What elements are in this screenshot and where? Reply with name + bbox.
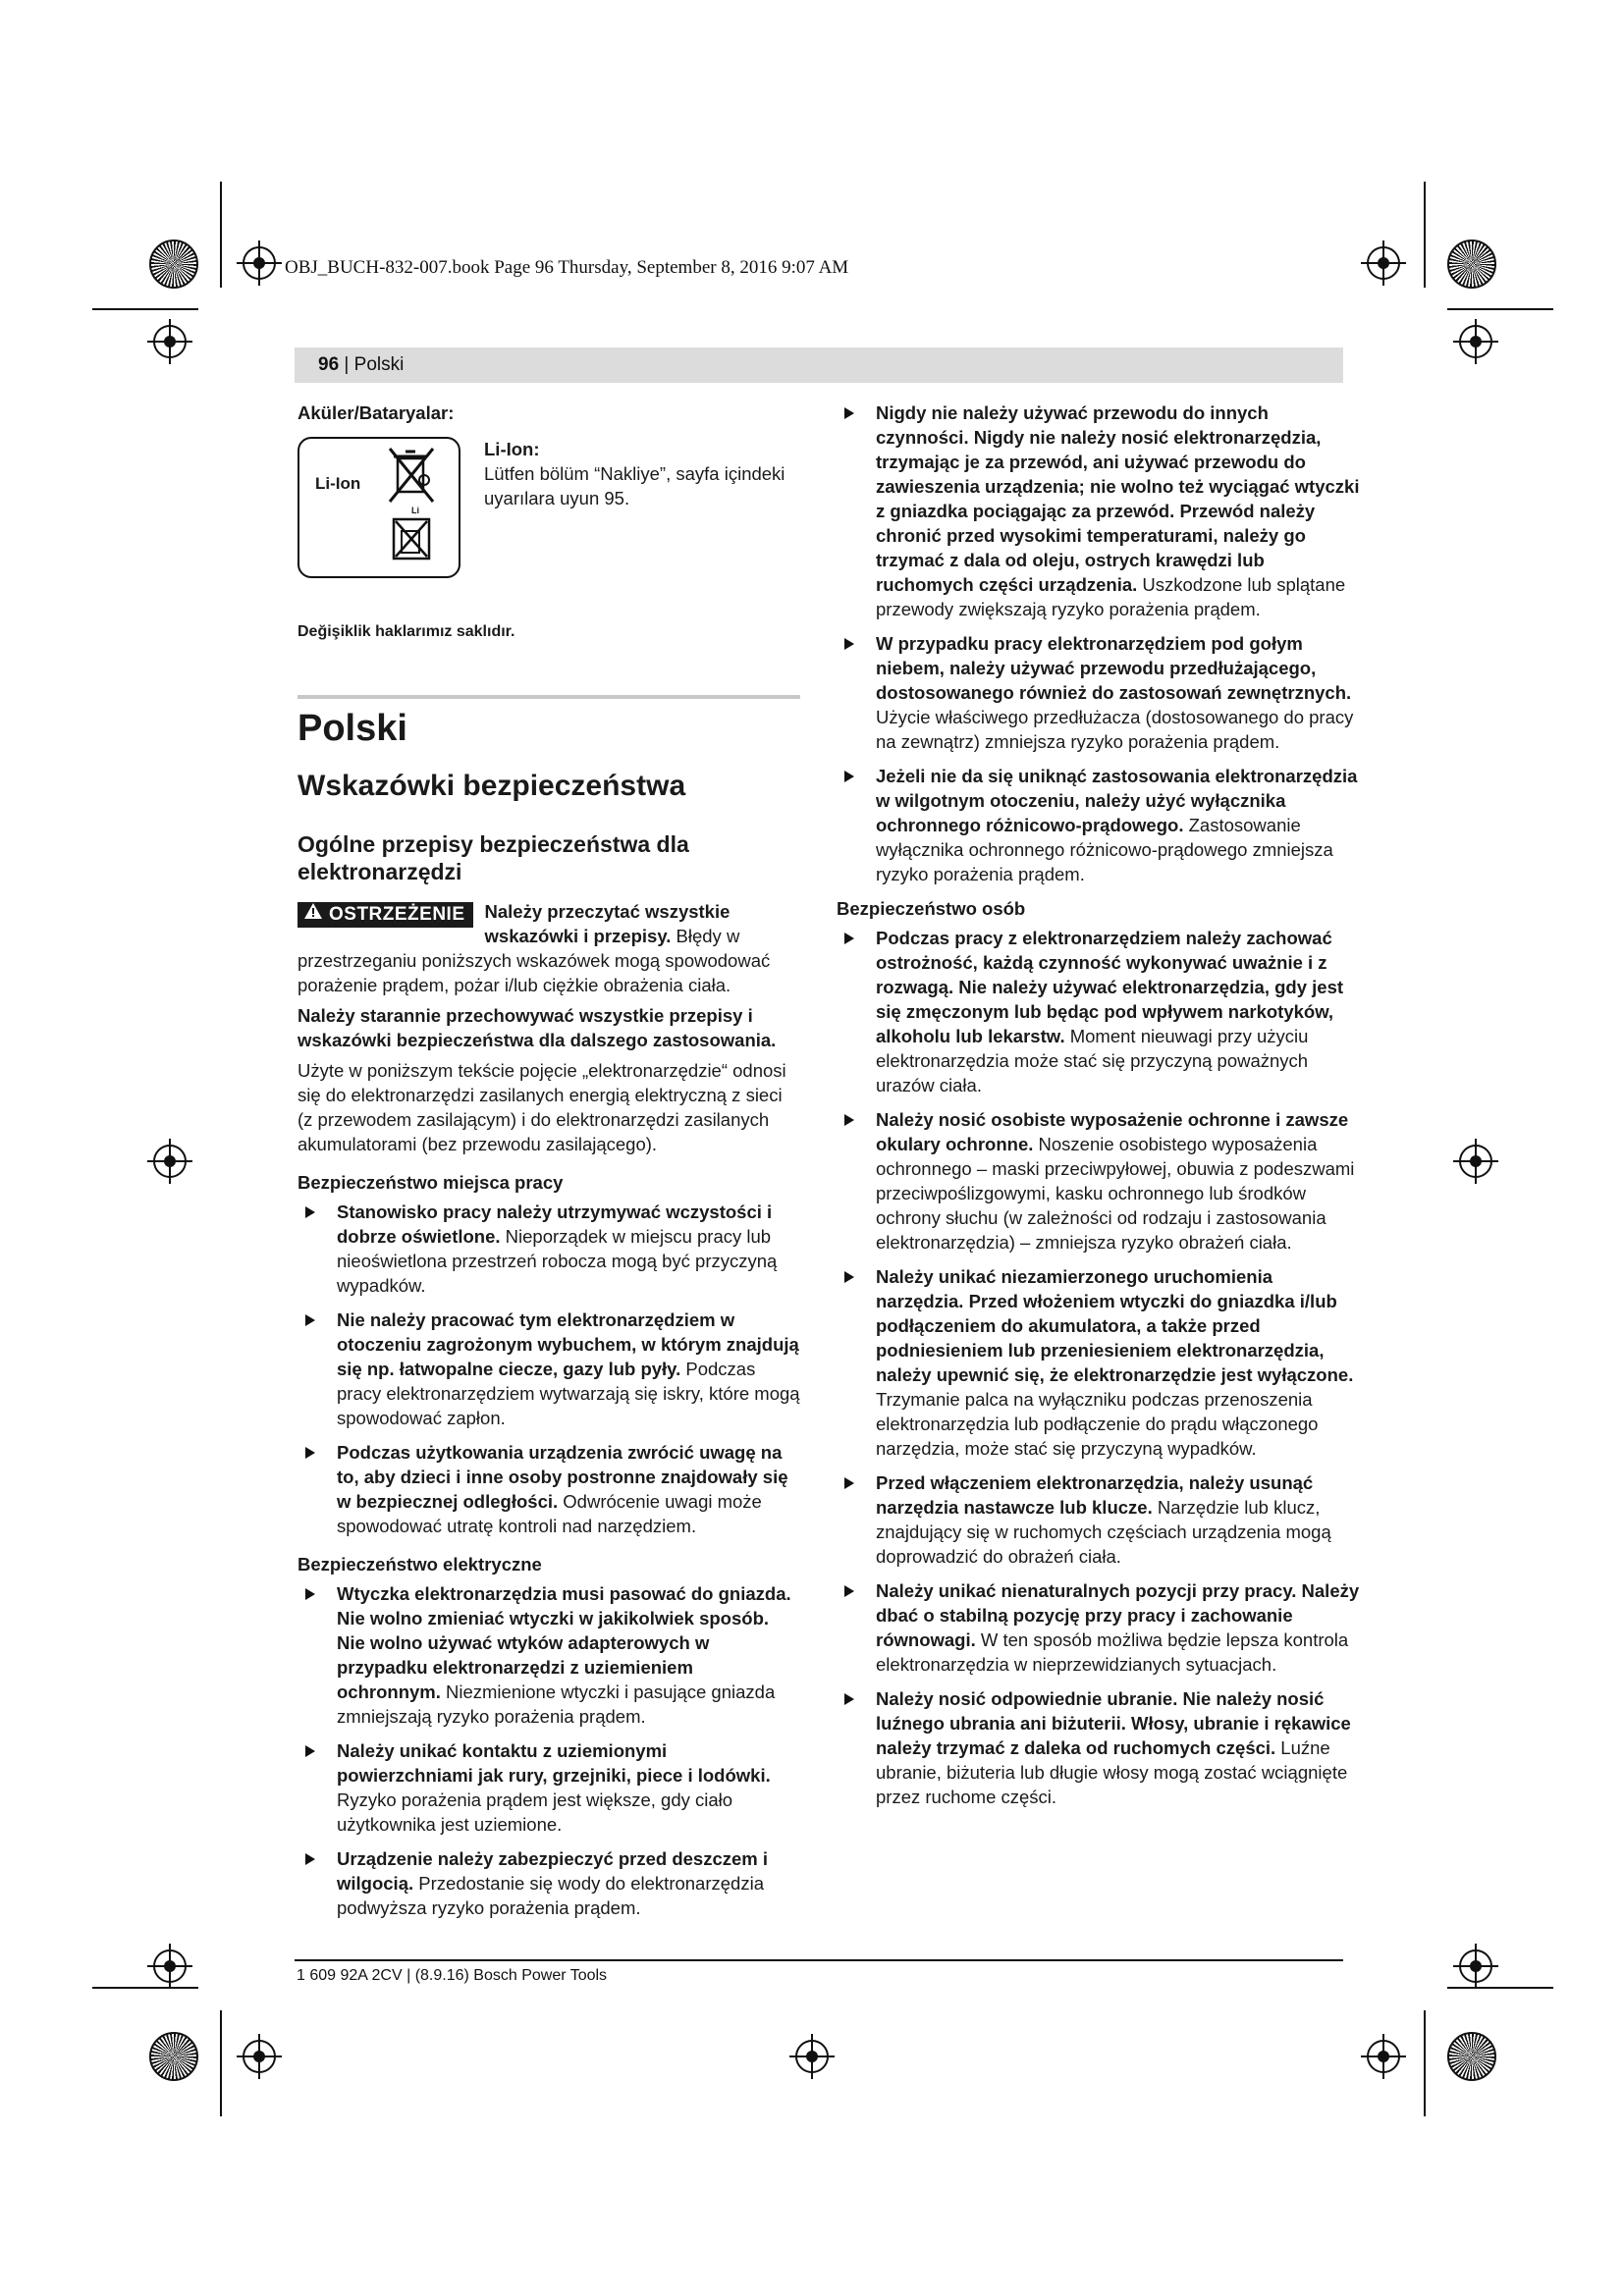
list-item [837,926,1365,1097]
page-header [295,347,1343,383]
section-divider [298,695,800,699]
item-text: Narzędzie lub klucz, znajdujący się w ruchomych częściach urządzenia mogą doprowadzić do obrażeń ciała. [876,1497,1331,1567]
item-bold: Wtyczka elektronarzędzia musi pasować do gniazda. Nie wolno zmieniać wtyczki w jakikolwiek sposób. Nie wolno używać wtyków adapterowych w przypadku elektronarzędzi z uziemieniem ochronnym. [337,1583,791,1702]
bullet-icon [844,1693,854,1705]
item-bold: Należy nosić osobiste wyposażenie ochronne i zawsze okulary ochronne. [876,1109,1349,1154]
trim-line [1424,182,1426,288]
color-calibration-icon [1447,240,1496,289]
item-text: Ryzyko porażenia prądem jest większe, gdy ciało użytkownika jest uziemione. [337,1789,733,1835]
warning-badge-label: OSTRZEŻENIE [329,904,465,925]
battery-small-label: Li [411,506,419,515]
item-bold: Podczas pracy z elektronarzędziem należy zachować ostrożność, każdą czynność wykonywać uważnie i z rozwagą. Nie należy używać elektronarzędzia, gdy jest się zmęczonym lub będąc pod wpływem narkotyków, alkoholu lub lekarstw. [876,928,1344,1046]
warning-body: Błędy w przestrzeganiu poniższych wskazówek mogą spowodować porażenie prądem, pożar i/lub ciężkie obrażenia ciała. [298,926,771,995]
item-text: Przedostanie się wody do elektronarzędzia podwyższa ryzyko porażenia prądem. [337,1873,764,1918]
definition-text: Użyte w poniższym tekście pojęcie „elektronarzędzie“ odnosi się do elektronarzędzi zasilanych energią elektryczną z sieci (z przewodem zasilającym) i do elektronarzędzi zasilanych akumulatorami (bez przewodu zasilającego). [298,1060,786,1154]
registration-mark-icon [1361,240,1406,286]
header-section: Polski [353,354,405,375]
bullet-icon [844,638,854,650]
language-title: Polski [298,708,407,749]
footer-divider [295,1959,1343,1961]
registration-mark-icon [1453,1944,1498,1989]
electrical-list [298,1581,800,1920]
item-bold: Nie należy pracować tym elektronarzędziem w otoczeniu zagrożonym wybuchem, w którym znajdują się np. łatwopalne ciecze, gazy lub pyły. [337,1309,799,1379]
list-item [837,1578,1365,1677]
item-bold: Podczas użytkowania urządzenia zwrócić uwagę na to, aby dzieci i inne osoby postronne znajdowały się w bezpiecznej odległości. [337,1442,788,1512]
trim-line [1447,308,1553,310]
color-calibration-icon [1447,2032,1496,2081]
list-item [837,1686,1365,1809]
item-text: Podczas pracy elektronarzędziem wytwarzają się iskry, które mogą spowodować zapłon. [337,1359,800,1428]
bullet-icon [305,1745,315,1757]
header-text [318,354,404,376]
header-separator: | [339,354,354,375]
battery-badge: Li-Ion [315,474,361,493]
bullet-icon [305,1588,315,1600]
battery-disposal-icon [392,517,431,561]
footer-text: 1 609 92A 2CV | (8.9.16) Bosch Power Tools [297,1967,608,1984]
right-column [837,400,1365,1819]
electrical-list-continued [837,400,1365,886]
general-title: Ogólne przepisy bezpieczeństwa dla elektronarzędzi [298,831,689,884]
list-item [837,400,1365,621]
item-bold: W przypadku pracy elektronarzędziem pod gołym niebem, należy używać przewodu przedłużającego, dostosowanego również do zastosowań zewnętrznych. [876,633,1352,703]
bullet-icon [844,1271,854,1283]
battery-section [298,437,800,619]
trim-line [1424,2010,1426,2116]
bullet-icon [305,1447,315,1459]
warning-icon [303,902,323,920]
item-bold: Należy unikać niezamierzonego uruchomienia narzędzia. Przed włożeniem wtyczki do gniazdka i/lub podłączeniem do akumulatora, a także przed podniesieniem lub przeniesieniem elektronarzędzia, należy upewnić się, że elektronarzędzie jest wyłączone. [876,1266,1354,1385]
list-item [298,1581,800,1729]
item-bold: Nigdy nie należy używać przewodu do innych czynności. Nigdy nie należy nosić elektronarzędzia, trzymając je za przewód, ani używać przewodu do zawieszenia urządzenia; nie wolno też wyciągać wtyczki z gniazdka pociągając za przewód. Przewód należy chronić przed wysokimi temperaturami, należy go trzymać z dala od oleju, ostrych krawędzi lub ruchomych części urządzenia. [876,402,1360,595]
item-bold: Należy nosić odpowiednie ubranie. Nie należy nosić luźnego ubrania ani biżuterii. Włosy, ubranie i rękawice należy trzymać z daleka od ruchomych części. [876,1688,1351,1758]
list-item [298,1308,800,1430]
personal-list [837,926,1365,1809]
batteries-heading: Aküler/Bataryalar: [298,402,455,423]
list-item [837,764,1365,886]
personal-heading: Bezpieczeństwo osób [837,898,1026,919]
workplace-heading: Bezpieczeństwo miejsca pracy [298,1172,564,1193]
list-item [298,1440,800,1538]
registration-mark-icon [237,2034,282,2079]
item-bold: Stanowisko pracy należy utrzymywać wczystości i dobrze oświetlone. [337,1201,773,1247]
trim-line [92,308,198,310]
item-text: W ten sposób możliwa będzie lepsza kontrola elektronarzędzia w nieprzewidzianych sytuacjach. [876,1629,1349,1675]
liion-title: Li-Ion: [484,439,540,459]
registration-mark-icon [1453,1139,1498,1184]
book-info: OBJ_BUCH-832-007.book Page 96 Thursday, September 8, 2016 9:07 AM [285,257,849,278]
item-text: Trzymanie palca na wyłączniku podczas przenoszenia elektronarzędzia lub podłączenie do prądu włączonego narzędzia, może stać się przyczyną wypadków. [876,1389,1319,1459]
bullet-icon [844,1585,854,1597]
item-bold: Jeżeli nie da się uniknąć zastosowania elektronarzędzia w wilgotnym otoczeniu, należy użyć wyłącznika ochronnego różnicowo-prądowego. [876,766,1358,835]
workplace-list [298,1200,800,1538]
left-column [298,400,800,1930]
electrical-heading: Bezpieczeństwo elektryczne [298,1554,542,1575]
rights-note: Değişiklik haklarımız saklıdır. [298,623,515,640]
item-bold: Należy unikać kontaktu z uziemionymi powierzchniami jak rury, grzejniki, piece i lodówki. [337,1740,771,1786]
item-text: Uszkodzone lub splątane przewody zwiększają ryzyko porażenia prądem. [876,574,1346,619]
bullet-icon [844,1114,854,1126]
page-number: 96 [318,354,340,375]
battery-recycling-box [298,437,460,578]
crossed-bin-icon [386,447,437,507]
item-bold: Należy unikać nienaturalnych pozycji przy pracy. Należy dbać o stabilną pozycję przy pracy i zachowanie równowagi. [876,1580,1360,1650]
liion-description [484,437,808,510]
list-item [298,1200,800,1298]
color-calibration-icon [149,2032,198,2081]
item-bold: Urządzenie należy zabezpieczyć przed deszczem i wilgocią. [337,1848,769,1894]
warning-bold: Należy przeczytać wszystkie wskazówki i przepisy. [484,901,731,946]
color-calibration-icon [149,240,198,289]
list-item [837,1470,1365,1569]
registration-mark-icon [789,2034,835,2079]
list-item [298,1846,800,1920]
bullet-icon [305,1206,315,1218]
registration-mark-icon [147,1944,192,1989]
item-text: Odwrócenie uwagi może spowodować utratę kontroli nad narzędziem. [337,1491,762,1536]
registration-mark-icon [147,1139,192,1184]
bullet-icon [305,1853,315,1865]
warning-badge [298,902,473,928]
item-text: Luźne ubranie, biżuteria lub długie włosy mogą zostać wciągnięte przez ruchome części. [876,1737,1348,1807]
list-item [837,1107,1365,1255]
item-text: Moment nieuwagi przy użyciu elektronarzędzia może stać się przyczyną poważnych urazów ciała. [876,1026,1309,1095]
safety-title: Wskazówki bezpieczeństwa [298,770,686,802]
item-text: Nieporządek w miejscu pracy lub nieoświetlona przestrzeń robocza mogą być przyczyną wypadków. [337,1226,778,1296]
item-bold: Przed włączeniem elektronarzędzia, należy usunąć narzędzia nastawcze lub klucze. [876,1472,1314,1518]
item-text: Użycie właściwego przedłużacza (dostosowanego do pracy na zewnątrz) zmniejsza ryzyko porażenia prądem. [876,707,1354,752]
registration-mark-icon [147,319,192,364]
trim-line [220,182,222,288]
bullet-icon [305,1314,315,1326]
trim-line [220,2010,222,2116]
list-item [298,1738,800,1837]
registration-mark-icon [1453,319,1498,364]
list-item [837,631,1365,754]
bullet-icon [844,1477,854,1489]
liion-text: Lütfen bölüm “Nakliye”, sayfa içindeki uyarılara uyun 95. [484,463,785,508]
warning-block [298,899,800,997]
bullet-icon [844,407,854,419]
bullet-icon [844,933,854,944]
item-text: Zastosowanie wyłącznika ochronnego różnicowo-prądowego zmniejsza ryzyko porażenia prądem. [876,815,1333,884]
list-item [837,1264,1365,1461]
registration-mark-icon [1361,2034,1406,2079]
registration-mark-icon [237,240,282,286]
item-text: Niezmienione wtyczki i pasujące gniazda zmniejszają ryzyko porażenia prądem. [337,1682,776,1727]
keep-instructions: Należy starannie przechowywać wszystkie przepisy i wskazówki bezpieczeństwa dla dalszego zastosowania. [298,1005,777,1050]
item-text: Noszenie osobistego wyposażenia ochronnego – maski przeciwpyłowej, obuwia z podeszwami przeciwpoślizgowymi, kasku ochronnego lub środków ochrony słuchu (w zależności od rodzaju i zastosowania elektronarzędzia) – zmniejsza ryzyko obrażeń ciała. [876,1134,1355,1253]
bullet-icon [844,771,854,782]
